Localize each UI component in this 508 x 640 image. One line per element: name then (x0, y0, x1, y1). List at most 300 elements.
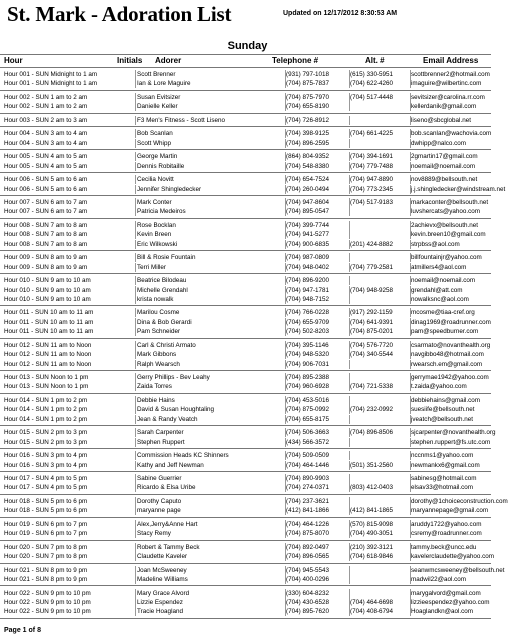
telephone-cell: (704) 506-3663 (286, 429, 330, 437)
telephone-cell: (704) 274-0371 (286, 484, 330, 492)
telephone-cell: (704) 399-7744 (286, 221, 330, 229)
email-cell: kevin.breen10@gmail.com (411, 231, 486, 239)
telephone-cell: (704) 398-9125 (286, 130, 330, 138)
email-cell: mcosme@tiaa-cref.org (411, 309, 475, 317)
email-cell: liseno@sbcglobal.net (411, 116, 471, 124)
column-divider (135, 152, 136, 161)
hour-cell: Hour 011 - SUN 10 am to 11 am (4, 318, 94, 326)
column-divider (349, 240, 350, 249)
adorer-cell: Patricia Medeiros (137, 208, 186, 216)
email-cell: newmankx6@gmail.com (411, 461, 480, 469)
table-row (0, 497, 508, 506)
column-divider (410, 497, 411, 506)
table-row (0, 286, 495, 295)
hour-cell: Hour 013 - SUN Noon to 1 pm (4, 374, 89, 381)
email-cell: nccnms1@yahoo.com (411, 452, 474, 460)
table-row (0, 327, 495, 336)
table-row (0, 552, 495, 561)
column-divider (410, 198, 411, 207)
column-divider (349, 102, 350, 111)
hour-cell: Hour 022 - SUN 9 pm to 10 pm (4, 608, 91, 616)
hour-cell: Hour 014 - SUN 1 pm to 2 pm (4, 406, 88, 414)
hour-cell: Hour 021 - SUN 8 pm to 9 pm (4, 576, 88, 583)
column-divider (410, 263, 411, 272)
email-cell: tammy.beck@uncc.edu (411, 543, 477, 551)
column-divider (285, 93, 286, 102)
group-rule (0, 471, 491, 472)
column-divider (135, 607, 136, 616)
column-divider (410, 240, 411, 249)
email-cell: bob.scanlan@wachovia.com (411, 130, 492, 138)
column-divider (285, 405, 286, 414)
adorer-cell: Danielle Keller (137, 103, 178, 111)
alt-phone-cell: (704) 875-0201 (350, 328, 394, 336)
column-divider (410, 373, 411, 382)
email-cell: sevitsizer@carolina.rr.com (411, 93, 485, 101)
column-divider (135, 263, 136, 272)
email-cell: nowalksnc@aol.com (411, 295, 469, 303)
adorer-cell: Dorothy Caputo (137, 497, 182, 505)
adorer-cell: Joan McSweeney (137, 566, 187, 574)
adorer-cell: Mary Grace Alvord (137, 589, 190, 597)
column-divider (349, 139, 350, 148)
alt-phone-cell: (704) 779-2581 (350, 263, 394, 271)
telephone-cell: (704) 890-9903 (286, 475, 330, 482)
page-footer: Page 1 of 8 (4, 627, 41, 634)
email-cell: j.j.shingledecker@windstream.net (411, 185, 506, 193)
telephone-cell: (704) 260-0494 (286, 185, 330, 193)
column-divider (135, 575, 136, 584)
email-cell: navgibbo48@hotmail.com (411, 351, 484, 359)
column-divider (285, 70, 286, 79)
column-divider (285, 240, 286, 249)
column-divider (135, 415, 136, 424)
email-cell: csremy@roadrunner.com (411, 530, 482, 538)
alt-phone-cell: (704) 721-5338 (350, 383, 394, 391)
email-cell: t.zaida@yahoo.com (411, 383, 467, 391)
column-divider (349, 543, 350, 552)
adorer-cell: Ian & Lore Maguire (137, 80, 191, 88)
alt-phone-cell: (210) 392-3121 (350, 543, 394, 551)
hour-cell: Hour 015 - SUN 2 pm to 3 pm (4, 429, 88, 437)
alt-phone-cell: (917) 292-1159 (350, 309, 393, 317)
column-divider (349, 566, 350, 575)
column-divider (285, 221, 286, 230)
column-divider (410, 360, 411, 369)
column-divider (135, 543, 136, 552)
column-divider (285, 79, 286, 88)
column-divider (410, 607, 411, 616)
column-divider (410, 451, 411, 460)
table-row (0, 598, 495, 607)
column-divider (285, 230, 286, 239)
email-cell: markaconter@bellsouth.net (411, 199, 489, 206)
alt-phone-cell: (704) 490-3051 (350, 530, 394, 538)
email-cell: pam@speedburner.com (411, 328, 479, 336)
column-divider (285, 451, 286, 460)
alt-phone-cell: (704) 464-6698 (350, 598, 394, 606)
email-cell: atmillers4@aol.com (411, 263, 467, 271)
hour-cell: Hour 004 - SUN 3 am to 4 am (4, 139, 88, 147)
col-hour: Hour (4, 56, 23, 65)
table-row (0, 240, 495, 249)
adorer-cell: Claudette Kaveler (137, 553, 188, 561)
telephone-cell: (704) 948-5320 (286, 351, 330, 359)
table-row (0, 520, 495, 529)
telephone-cell: (704) 726-8912 (286, 116, 330, 124)
hour-cell: Hour 007 - SUN 6 am to 7 am (4, 199, 88, 206)
adorer-cell: Stacy Remy (137, 530, 171, 538)
column-divider (410, 185, 411, 194)
alt-phone-cell: (803) 412-0403 (350, 484, 394, 492)
table-row (0, 483, 495, 492)
column-divider (135, 139, 136, 148)
column-divider (410, 598, 411, 607)
email-cell: luvshercats@yahoo.com (411, 208, 481, 216)
column-divider (135, 70, 136, 79)
adorer-cell: Sabine Guerrier (137, 475, 182, 482)
column-divider (410, 253, 411, 262)
adorer-cell: F3 Men's Fitness - Scott Liseno (137, 116, 225, 124)
adorer-cell: Tracie Hoagland (137, 608, 183, 616)
column-divider (285, 139, 286, 148)
table-row (0, 396, 495, 405)
header-rule-bottom (0, 67, 491, 68)
adorer-cell: Terri Miller (137, 263, 167, 271)
column-divider (285, 607, 286, 616)
column-divider (410, 318, 411, 327)
table-row (0, 474, 495, 483)
alt-phone-cell: (201) 424-8882 (350, 240, 394, 248)
table-row (0, 428, 495, 437)
table-row (0, 589, 495, 598)
alt-phone-cell: (704) 661-4225 (350, 130, 394, 138)
hour-cell: Hour 022 - SUN 9 pm to 10 pm (4, 598, 91, 606)
adorer-cell: Mark Gibbons (137, 351, 177, 359)
email-cell: dinag1969@roadrunner.com (411, 318, 491, 326)
telephone-cell: (704) 766-0228 (286, 309, 330, 317)
column-divider (349, 70, 350, 79)
column-divider (349, 207, 350, 216)
hour-cell: Hour 009 - SUN 8 am to 9 am (4, 254, 88, 262)
column-divider (410, 129, 411, 138)
column-divider (135, 396, 136, 405)
column-divider (135, 461, 136, 470)
alt-phone-cell: (704) 517-4448 (350, 93, 394, 101)
email-cell: csarmato@novanthealth.org (411, 341, 491, 349)
telephone-cell: (704) 502-8203 (286, 328, 330, 336)
column-divider (135, 230, 136, 239)
telephone-cell: (704) 895-2388 (286, 374, 330, 381)
hour-cell: Hour 002 - SUN 1 am to 2 am (4, 103, 88, 111)
column-divider (349, 129, 350, 138)
column-divider (285, 575, 286, 584)
email-cell: gerrymae1942@yahoo.com (411, 374, 489, 381)
column-divider (349, 520, 350, 529)
adorer-cell: Marilou Cosme (137, 309, 180, 317)
column-divider (410, 207, 411, 216)
page-title: St. Mark - Adoration List (7, 2, 232, 26)
group-rule (0, 370, 491, 371)
table-row (0, 529, 495, 538)
email-cell: debbiehains@gmail.com (411, 396, 481, 404)
adorer-cell: Beatrice Bilodeau (137, 277, 187, 285)
adorer-cell: Mark Conter (137, 199, 172, 206)
alt-phone-cell: (704) 773-2345 (350, 185, 394, 193)
table-row (0, 308, 495, 317)
column-divider (135, 185, 136, 194)
email-cell: maryannepage@gmail.com (411, 507, 489, 515)
hour-cell: Hour 014 - SUN 1 pm to 2 pm (4, 415, 88, 423)
column-divider (410, 79, 411, 88)
column-divider (285, 162, 286, 171)
table-row (0, 230, 495, 239)
alt-phone-cell: (704) 896-8506 (350, 429, 394, 437)
column-divider (285, 520, 286, 529)
email-cell: madwil22@aol.com (411, 576, 467, 583)
column-divider (410, 308, 411, 317)
column-divider (135, 240, 136, 249)
telephone-cell: (704) 654-7524 (286, 176, 330, 184)
column-divider (410, 520, 411, 529)
table-row (0, 382, 495, 391)
column-divider (410, 93, 411, 102)
table-row (0, 263, 495, 272)
hour-cell: Hour 006 - SUN 5 am to 6 am (4, 185, 88, 193)
col-adorer: Adorer (155, 56, 182, 65)
column-divider (285, 327, 286, 336)
column-divider (135, 341, 136, 350)
hour-cell: Hour 010 - SUN 9 am to 10 am (4, 277, 91, 285)
table-row (0, 102, 495, 111)
column-divider (349, 451, 350, 460)
section-heading: Sunday (227, 40, 268, 52)
adorer-cell: Cecilia Novitt (137, 176, 174, 184)
table-row (0, 360, 495, 369)
adorer-cell: Dina & Bob Gerardi (137, 318, 192, 326)
telephone-cell: (704) 947-1781 (286, 286, 330, 294)
column-divider (349, 428, 350, 437)
table-row (0, 575, 495, 584)
column-divider (285, 589, 286, 598)
table-row (0, 185, 506, 194)
telephone-cell: (704) 548-8380 (286, 162, 330, 170)
hour-cell: Hour 016 - SUN 3 pm to 4 pm (4, 461, 88, 469)
table-row (0, 438, 495, 447)
email-cell: noemail@noemail.com (411, 277, 476, 285)
alt-phone-cell: (615) 330-5951 (350, 71, 394, 78)
column-divider (135, 198, 136, 207)
hour-cell: Hour 009 - SUN 8 am to 9 am (4, 263, 88, 271)
hour-cell: Hour 010 - SUN 9 am to 10 am (4, 286, 91, 294)
column-divider (349, 295, 350, 304)
column-divider (135, 207, 136, 216)
telephone-cell: (864) 804-9352 (286, 153, 330, 161)
telephone-cell: (704) 237-3621 (286, 497, 330, 505)
column-divider (135, 286, 136, 295)
adorer-cell: Kevin Breen (137, 231, 172, 239)
hour-cell: Hour 018 - SUN 5 pm to 6 pm (4, 497, 88, 505)
adorer-cell: Michelle Grendahl (137, 286, 188, 294)
adorer-cell: Eric Wilkowski (137, 240, 178, 248)
email-cell: elsav33@hotmail.com (411, 484, 474, 492)
hour-cell: Hour 017 - SUN 4 pm to 5 pm (4, 484, 88, 492)
column-divider (135, 438, 136, 447)
col-telephone: Telephone # (272, 56, 319, 65)
table-row (0, 116, 495, 125)
email-cell: jveatch@bellsouth.net (411, 415, 474, 423)
hour-cell: Hour 016 - SUN 3 pm to 4 pm (4, 452, 88, 460)
column-divider (285, 552, 286, 561)
column-divider (410, 162, 411, 171)
group-rule (0, 618, 491, 619)
telephone-cell: (704) 895-7620 (286, 608, 330, 616)
column-divider (349, 185, 350, 194)
telephone-cell: (330) 604-8232 (286, 589, 330, 597)
hour-cell: Hour 011 - SUN 10 am to 11 am (4, 328, 94, 336)
hour-cell: Hour 008 - SUN 7 am to 8 am (4, 240, 88, 248)
column-divider (285, 415, 286, 424)
column-divider (410, 552, 411, 561)
column-divider (349, 162, 350, 171)
alt-phone-cell: (704) 947-8890 (350, 176, 394, 184)
alt-phone-cell: (412) 841-1865 (350, 507, 394, 515)
email-cell: rwearsch.em@gmail.com (411, 360, 483, 368)
telephone-cell: (704) 875-8070 (286, 530, 330, 538)
email-cell: imaguire@wilbertinc.com (411, 80, 482, 88)
hour-cell: Hour 008 - SUN 7 am to 8 am (4, 231, 88, 239)
group-rule (0, 540, 491, 541)
column-divider (135, 520, 136, 529)
column-divider (285, 207, 286, 216)
column-divider (410, 529, 411, 538)
column-divider (349, 116, 350, 125)
email-cell: noemail@noemail.com (411, 162, 476, 170)
alt-phone-cell: (704) 408-6794 (350, 608, 394, 616)
adorer-cell: Sarah Carpenter (137, 429, 184, 437)
column-divider (349, 483, 350, 492)
hour-cell: Hour 004 - SUN 3 am to 4 am (4, 130, 88, 138)
column-divider (135, 308, 136, 317)
column-divider (410, 405, 411, 414)
column-divider (349, 286, 350, 295)
adorer-cell: Jean & Randy Veatch (137, 415, 198, 423)
table-row (0, 341, 495, 350)
group-rule (0, 126, 491, 127)
column-divider (285, 102, 286, 111)
telephone-cell: (704) 947-8604 (286, 199, 330, 206)
hour-cell: Hour 012 - SUN 11 am to Noon (4, 351, 92, 359)
column-divider (135, 451, 136, 460)
adorer-cell: Carl & Christi Armato (137, 341, 196, 349)
adorer-cell: Commission Heads KC Shinners (137, 452, 229, 460)
table-row (0, 415, 495, 424)
column-divider (410, 474, 411, 483)
column-divider (285, 529, 286, 538)
column-divider (285, 396, 286, 405)
column-divider (410, 382, 411, 391)
column-divider (135, 175, 136, 184)
telephone-cell: (704) 987-0809 (286, 254, 330, 262)
telephone-cell: (704) 948-0402 (286, 263, 330, 271)
group-rule (0, 448, 491, 449)
hour-cell: Hour 012 - SUN 11 am to Noon (4, 341, 92, 349)
column-divider (349, 230, 350, 239)
telephone-cell: (704) 948-7152 (286, 295, 330, 303)
email-cell: lizzieespendez@yahoo.com (411, 598, 490, 606)
table-row (0, 79, 495, 88)
adorer-cell: Robert & Tammy Beck (137, 543, 200, 551)
telephone-cell: (704) 892-0497 (286, 543, 330, 551)
col-email: Email Address (423, 56, 479, 65)
column-divider (349, 474, 350, 483)
hour-cell: Hour 018 - SUN 5 pm to 6 pm (4, 507, 88, 515)
column-divider (410, 350, 411, 359)
alt-phone-cell: (704) 622-4260 (350, 80, 394, 88)
column-divider (285, 428, 286, 437)
column-divider (285, 318, 286, 327)
column-divider (135, 350, 136, 359)
column-divider (135, 129, 136, 138)
adorer-cell: Madeline Williams (137, 576, 188, 583)
column-divider (285, 308, 286, 317)
telephone-cell: (704) 875-0992 (286, 406, 330, 414)
adorer-cell: Gerry Phillips - Bev Leahy (137, 374, 210, 381)
email-cell: seanwmcsweeney@bellsouth.net (411, 566, 505, 574)
column-divider (135, 382, 136, 391)
hour-cell: Hour 013 - SUN Noon to 1 pm (4, 383, 89, 391)
telephone-cell: (931) 797-1018 (286, 71, 330, 78)
adorer-cell: Lizzie Espendez (137, 598, 183, 606)
alt-phone-cell: (704) 517-9183 (350, 199, 394, 206)
hour-cell: Hour 002 - SUN 1 am to 2 am (4, 93, 88, 101)
email-cell: Hoaglandkn@aol.com (411, 608, 474, 616)
hour-cell: Hour 015 - SUN 2 pm to 3 pm (4, 438, 88, 446)
column-divider (349, 308, 350, 317)
email-cell: sjcarpenter@novanthealth.org (411, 429, 496, 437)
column-divider (135, 221, 136, 230)
email-cell: sabinesg@hotmail.com (411, 475, 477, 482)
column-divider (349, 253, 350, 262)
telephone-cell: (704) 906-7031 (286, 360, 330, 368)
column-divider (410, 116, 411, 125)
adorer-cell: krista nowalk (137, 295, 174, 303)
column-divider (285, 360, 286, 369)
column-divider (410, 589, 411, 598)
alt-phone-cell: (501) 351-2560 (350, 461, 394, 469)
column-divider (349, 350, 350, 359)
group-rule (0, 563, 491, 564)
column-divider (285, 474, 286, 483)
group-rule (0, 195, 491, 196)
column-divider (410, 221, 411, 230)
column-divider (410, 575, 411, 584)
adorer-cell: George Martin (137, 153, 178, 161)
hour-cell: Hour 001 - SUN Midnight to 1 am (4, 71, 98, 78)
telephone-cell: (704) 464-1446 (286, 461, 330, 469)
table-row (0, 129, 495, 138)
column-divider (135, 529, 136, 538)
telephone-cell: (704) 655-8175 (286, 415, 330, 423)
alt-phone-cell: (704) 576-7720 (350, 341, 394, 349)
column-divider (285, 276, 286, 285)
column-divider (349, 438, 350, 447)
email-cell: 2achievx@bellsouth.net (411, 221, 478, 229)
column-divider (410, 566, 411, 575)
column-divider (410, 276, 411, 285)
group-rule (0, 113, 491, 114)
hour-cell: Hour 006 - SUN 5 am to 6 am (4, 176, 88, 184)
